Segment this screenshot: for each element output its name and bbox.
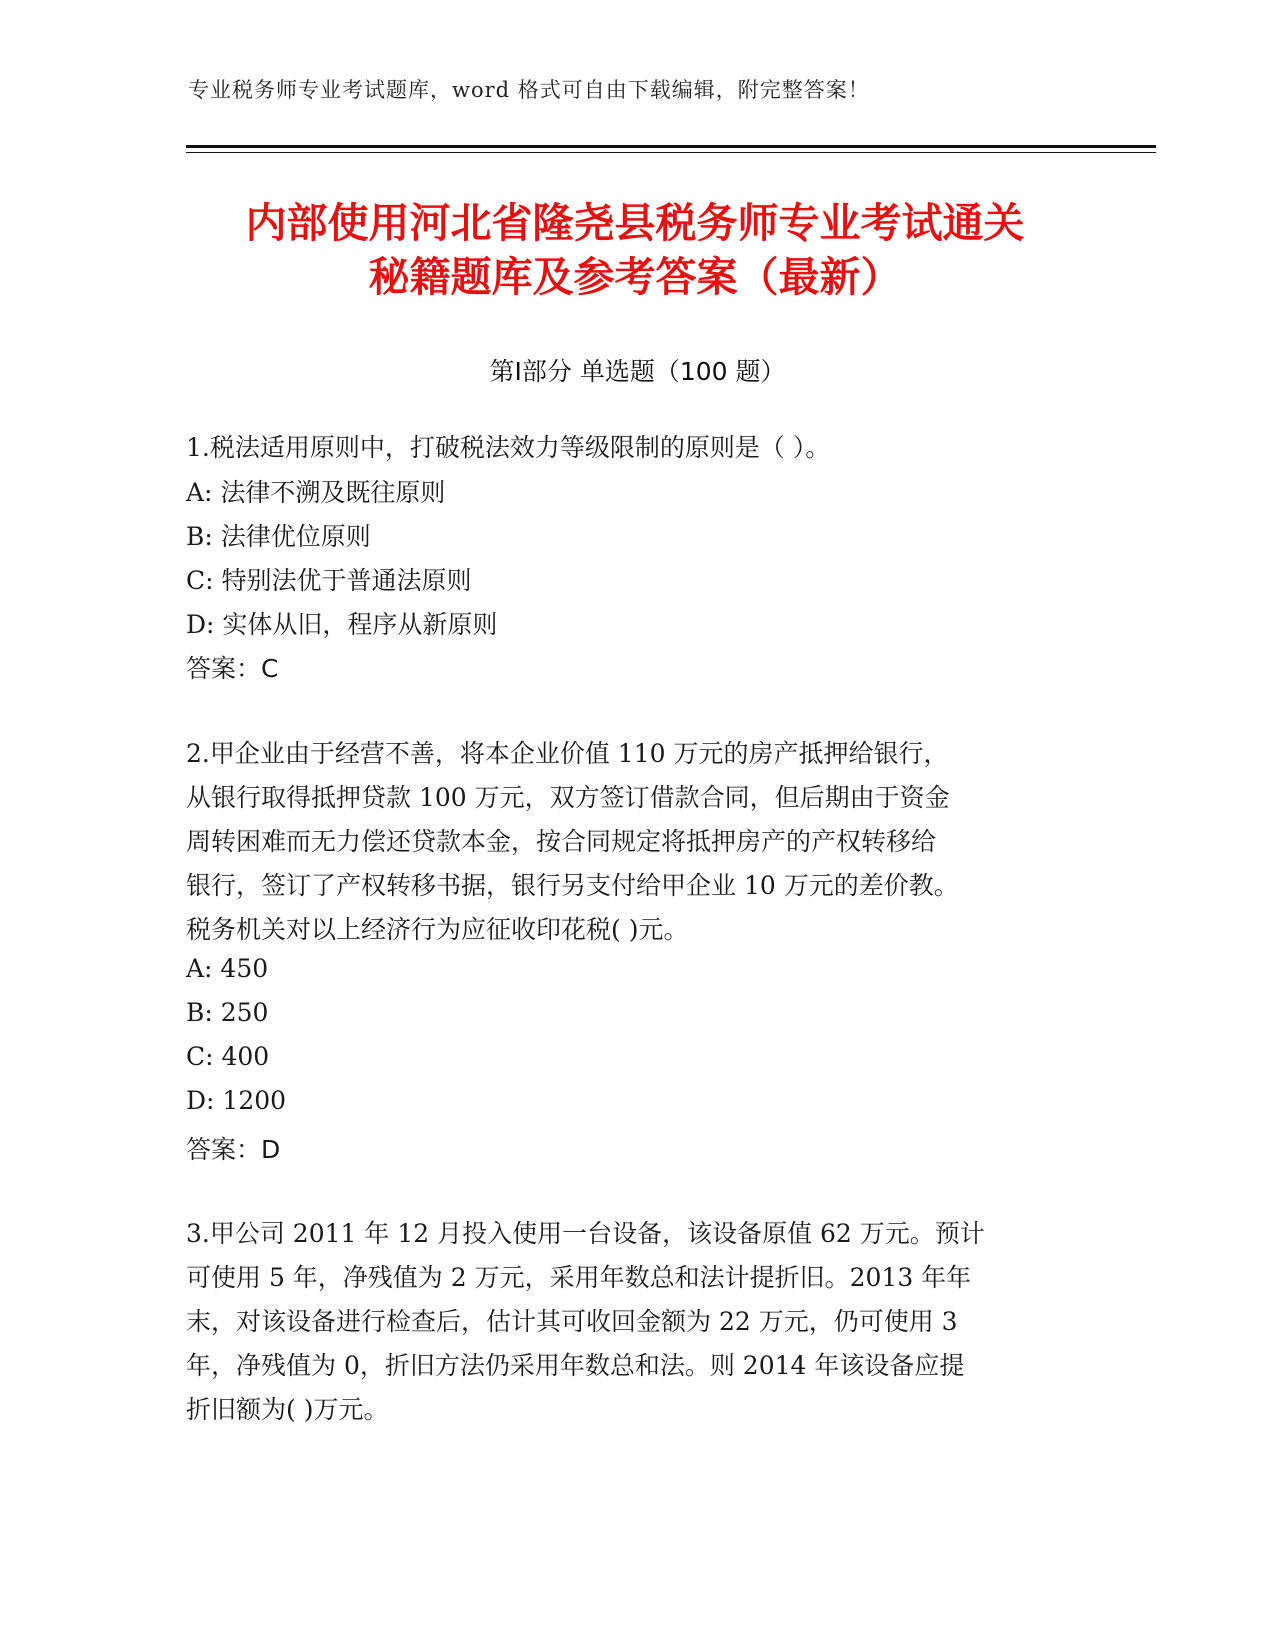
question-3-stem-line: 折旧额为( )万元。 bbox=[186, 1395, 389, 1424]
question-1-option-a: A: 法律不溯及既往原则 bbox=[186, 478, 446, 507]
question-2-stem-line: 从银行取得抵押贷款 100 万元，双方签订借款合同，但后期由于资金 bbox=[186, 783, 950, 812]
question-3-stem-line: 年，净残值为 0，折旧方法仍采用年数总和法。则 2014 年该设备应提 bbox=[186, 1351, 965, 1380]
document-title-line-2: 秘籍题库及参考答案（最新） bbox=[368, 253, 902, 301]
document-title-line-1: 内部使用河北省隆尧县税务师专业考试通关 bbox=[245, 199, 1025, 247]
header-note: 专业税务师专业考试题库，word 格式可自由下载编辑，附完整答案！ bbox=[188, 78, 870, 102]
question-2-option-a: A: 450 bbox=[186, 954, 269, 983]
question-2-stem-line: 周转困难而无力偿还贷款本金，按合同规定将抵押房产的产权转移给 bbox=[186, 827, 937, 856]
question-1-stem-line: 1.税法适用原则中，打破税法效力等级限制的原则是（ ）。 bbox=[186, 433, 831, 462]
question-2-stem-line: 2.甲企业由于经营不善，将本企业价值 110 万元的房产抵押给银行， bbox=[186, 739, 949, 768]
question-3-stem-line: 可使用 5 年，净残值为 2 万元，采用年数总和法计提折旧。2013 年年 bbox=[186, 1263, 972, 1292]
header-rule-thin bbox=[186, 152, 1156, 153]
question-1-option-d: D: 实体从旧，程序从新原则 bbox=[186, 610, 498, 639]
question-1-option-b: B: 法律优位原则 bbox=[186, 522, 371, 551]
question-1-answer: 答案：C bbox=[186, 654, 279, 683]
document-title bbox=[140, 196, 1130, 304]
question-2-option-d: D: 1200 bbox=[186, 1086, 287, 1115]
question-2-option-c: C: 400 bbox=[186, 1042, 270, 1071]
question-1-option-c: C: 特别法优于普通法原则 bbox=[186, 566, 472, 595]
question-2-option-b: B: 250 bbox=[186, 998, 269, 1027]
question-3-stem-line: 末，对该设备进行检查后，估计其可收回金额为 22 万元，仍可使用 3 bbox=[186, 1307, 958, 1336]
section-title: 第Ⅰ部分 单选题（100 题） bbox=[489, 357, 786, 386]
question-2-answer: 答案：D bbox=[186, 1135, 281, 1164]
question-2-stem-line: 税务机关对以上经济行为应征收印花税( )元。 bbox=[186, 915, 689, 944]
question-2-stem-line: 银行，签订了产权转移书据，银行另支付给甲企业 10 万元的差价教。 bbox=[186, 871, 959, 900]
question-3-stem-line: 3.甲公司 2011 年 12 月投入使用一台设备，该设备原值 62 万元。预计 bbox=[186, 1219, 985, 1248]
header-rule-thick bbox=[186, 145, 1156, 148]
